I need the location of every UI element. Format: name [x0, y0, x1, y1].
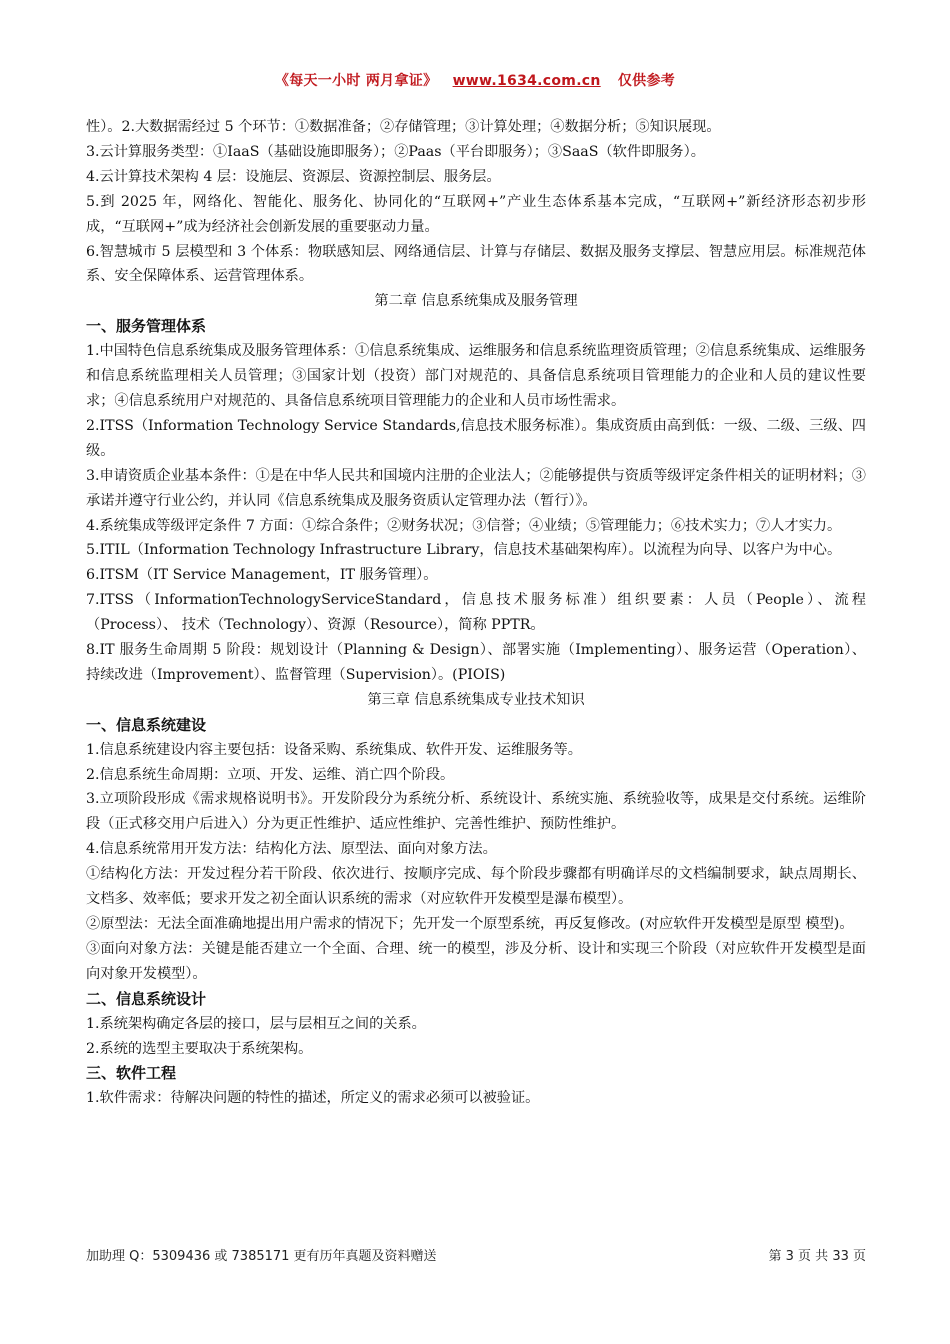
paragraph: 1.信息系统建设内容主要包括：设备采购、系统集成、软件开发、运维服务等。: [86, 741, 582, 758]
paragraph: ③面向对象方法：关键是能否建立一个全面、合理、统一的模型，涉及分析、设计和实现三个阶段（对应软件开发模型是面向对象开发模型）。: [86, 940, 866, 982]
paragraph: ①结构化方法：开发过程分若干阶段、依次进行、按顺序完成、每个阶段步骤都有明确详尽的文档编制要求，缺点周期长、文档多、效率低；要求开发之初全面认识系统的需求（对应软件开发模型是瀑布模型）。: [86, 866, 866, 908]
page-number: 第 3 页 共 33 页: [768, 1249, 866, 1264]
section-heading: 二、信息系统设计: [86, 989, 207, 1008]
section-heading: 一、服务管理体系: [86, 317, 207, 336]
paragraph: 5.到 2025 年，网络化、智能化、服务化、协同化的“互联网+”产业生态体系基本完成，“互联网+”新经济形态初步形成，“互联网+”成为经济社会创新发展的重要驱动力量。: [86, 193, 866, 235]
section-heading: 三、软件工程: [86, 1064, 177, 1083]
header-site-link[interactable]: www.1634.com.cn: [452, 73, 601, 89]
paragraph: 1.软件需求：待解决问题的特性的描述，所定义的需求必须可以被验证。: [86, 1090, 540, 1107]
section-heading: 一、信息系统建设: [86, 715, 207, 734]
page-footer: [86, 1245, 866, 1267]
paragraph: 6.ITSM（IT Service Management，IT 服务管理）。: [86, 567, 438, 584]
footer-contact: 加助理 Q：5309436 或 7385171 更有历年真题及资料赠送: [86, 1249, 437, 1264]
paragraph: 6.智慧城市 5 层模型和 3 个体系：物联感知层、网络通信层、计算与存储层、数据及服务支撑层、智慧应用层。标准规范体系、安全保障体系、运营管理体系。: [86, 243, 866, 285]
paragraph: 性）。2.大数据需经过 5 个环节：①数据准备；②存储管理；③计算处理；④数据分析；⑤知识展现。: [86, 119, 721, 135]
paragraph: 2.系统的选型主要取决于系统架构。: [86, 1040, 313, 1057]
page-header: [0, 70, 950, 90]
paragraph: 5.ITIL（Information Technology Infrastructure Library，信息技术基础架构库）。以流程为向导、以客户为中心。: [86, 542, 842, 559]
paragraph: 1.系统架构确定各层的接口，层与层相互之间的关系。: [86, 1015, 426, 1032]
chapter-heading: 第三章 信息系统集成专业技术知识: [367, 691, 585, 708]
paragraph: 4.系统集成等级评定条件 7 方面：①综合条件；②财务状况；③信誉；④业绩；⑤管理能力；⑥技术实力；⑦人才实力。: [86, 517, 842, 534]
chapter-heading: 第二章 信息系统集成及服务管理: [374, 293, 578, 310]
paragraph: 3.立项阶段形成《需求规格说明书》。开发阶段分为系统分析、系统设计、系统实施、系统验收等，成果是交付系统。运维阶段（正式移交用户后进入）分为更正性维护、适应性维护、完善性维护、预防性维护。: [86, 791, 866, 833]
header-note: 仅供参考: [617, 73, 676, 89]
paragraph: 2.信息系统生命周期：立项、开发、运维、消亡四个阶段。: [86, 766, 455, 783]
paragraph: 2.ITSS（Information Technology Service Standards,信息技术服务标准）。集成资质由高到低：一级、二级、三级、四级。: [86, 417, 866, 459]
paragraph: 4.云计算技术架构 4 层：设施层、资源层、资源控制层、服务层。: [86, 168, 501, 185]
paragraph: 3.申请资质企业基本条件：①是在中华人民共和国境内注册的企业法人；②能够提供与资质等级评定条件相关的证明材料；③承诺并遵守行业公约，并认同《信息系统集成及服务资质认定管理办法（暂行）》。: [86, 467, 866, 509]
document-body: [86, 115, 866, 1111]
paragraph: ②原型法：无法全面准确地提出用户需求的情况下；先开发一个原型系统，再反复修改。(对应软件开发模型是原型 模型)。: [86, 916, 854, 932]
paragraph: 7.ITSS（InformationTechnologyServiceStandard，信息技术服务标准）组织要素：人员（People）、流程（Process）、 技术（Technology）、资源（Resource），简称 PPTR。: [86, 592, 866, 634]
paragraph: 3.云计算服务类型：①IaaS（基础设施即服务）；②Paas（平台即服务）；③SaaS（软件即服务）。: [86, 143, 705, 160]
header-title: 《每天一小时 两月拿证》: [274, 73, 438, 89]
paragraph: 4.信息系统常用开发方法：结构化方法、原型法、面向对象方法。: [86, 841, 497, 858]
paragraph: 8.IT 服务生命周期 5 阶段：规划设计（Planning & Design）、部署实施（Implementing）、服务运营（Operation）、 持续改进（Improvement）、监督管理（Supervision）。(PIOIS): [86, 642, 866, 683]
paragraph: 1.中国特色信息系统集成及服务管理体系：①信息系统集成、运维服务和信息系统监理资质管理；②信息系统集成、运维服务和信息系统监理相关人员管理；③国家计划（投资）部门对规范的、具备信息系统项目管理能力的企业和人员的建议性要求；④信息系统用户对规范的、具备信息系统项目管理能力的企业和人员市场性需求。: [86, 343, 866, 409]
